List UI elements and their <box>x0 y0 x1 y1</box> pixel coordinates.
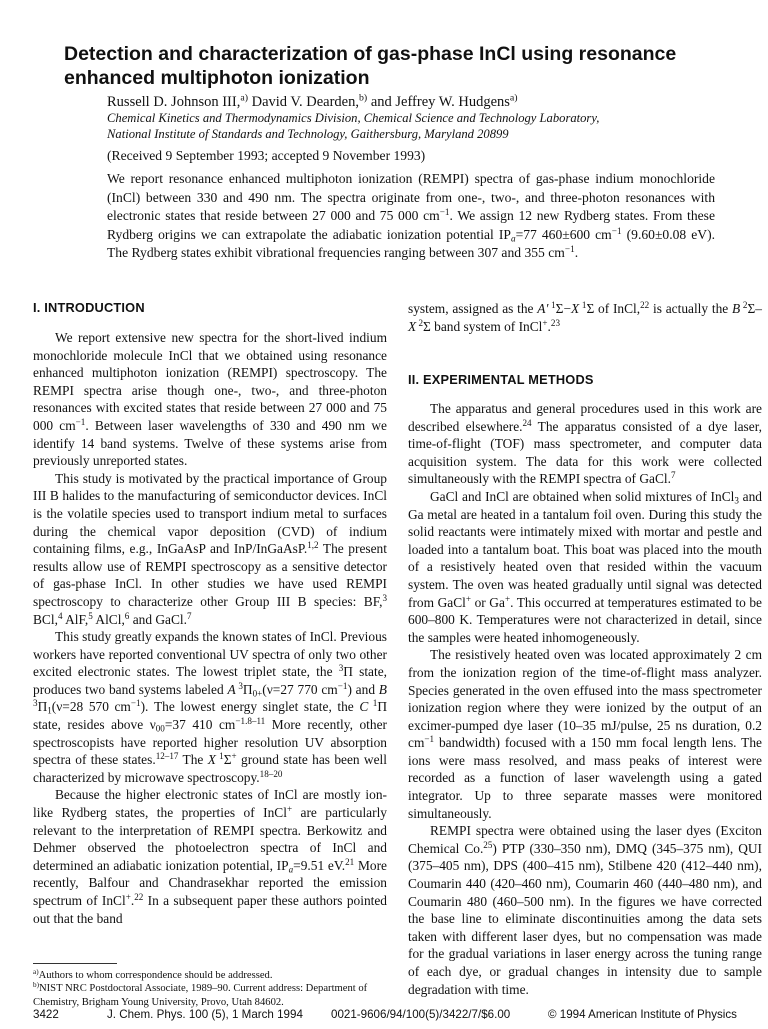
affiliation-line: National Institute of Standards and Technology, Gaithersburg, Maryland 20899 <box>107 127 509 141</box>
affiliation-line: Chemical Kinetics and Thermodynamics Division, Chemical Science and Technology Laboratory, <box>107 111 600 125</box>
section-heading-methods: II. EXPERIMENTAL METHODS <box>408 372 594 387</box>
affiliation <box>107 110 727 142</box>
author-hudgens: and Jeffrey W. Hudgens <box>367 94 510 110</box>
left-column <box>33 329 387 927</box>
article-title: Detection and characterization of gas-phase InCl using resonance enhanced multiphoton ionization <box>64 43 677 89</box>
intro-paragraph: Because the higher electronic states of InCl are mostly ion-like Rydberg states, the properties of InCl+ are particularly relevant to the interpretation of REMPI spectra. Berkowitz and Dehmer observed the photoelectron spectra of InCl and determined an adiabatic ionization potential, $IP_a=9.51$ eV.$^{21}$ More recently, Balfour and Chandrasekhar reported the emission spectrum of InCl+.$^{22}$ In a subsequent paper these authors pointed out that the band <box>33 787 388 926</box>
footnote-divider <box>33 963 117 964</box>
footnote-b: $^{b)}$NIST NRC Postdoctoral Associate, 1989–90. Current address: Department of Chemistry, Brigham Young University, Provo, Utah 84602. <box>33 981 368 1008</box>
methods-paragraph: GaCl and InCl are obtained when solid mixtures of InCl$_3$ and Ga metal are heated in a tantalum foil oven. During this study the solid reactants were intimately mixed with mortar and pestle and loaded into a tantalum boat. This boat was placed into the mouth of a resistively heated oven that resided within the vacuum system. The oven was heated gradually until signal was detected from GaCl+ or Ga+. This occurred at temperatures estimated to be 600–800 K. Temperatures were not characterized in detail, since the samples were heated inhomogeneously. <box>408 488 762 645</box>
author-list <box>107 93 518 111</box>
methods-paragraph: The resistively heated oven was located approximately 2 cm from the ionization region of the time-of-flight mass analyzer. Species generated in the oven effused into the mass spectrometer ionization region where they were ionized by the output of an excimer-pumped dye laser (10–35 mJ/pulse, 25 ns duration, 0.2 $cm^{-1}$ bandwidth) focused with a 150 mm focal length lens. The ions were mass resolved, and mass peaks of interest were recorded as a function of laser wavelength using a gated integrator. Up to three separate masses were monitored simultaneously. <box>408 647 762 821</box>
intro-paragraph: This study is motivated by the practical importance of Group III B halides to the manufacturing of semiconductor devices. InCl is the volatile species used to transport indium metal to surfaces during the chemical vapor deposition (CVD) of indium containing films, e.g., InGaAsP and InP/InGaAsP.$^{1,2}$ The present results allow use of REMPI spectroscopy as a sensitive detector of gas-phase InCl. In other studies we have used REMPI spectroscopy to characterize other Group III B species: BF,$^3$ BCl,$^4$ AlF,$^5$ AlCl,$^6$ and GaCl.$^7$ <box>33 470 387 627</box>
author-johnson: Russell D. Johnson III, <box>107 94 241 110</box>
intro-continuation-paragraph: system, assigned as the A′ $^1$Σ−X $^1$Σ of InCl,$^{22}$ is actually the B $^2$Σ–X $^2$Σ band system of InCl+.$^{23}$ <box>408 300 762 334</box>
author-mark: b) <box>359 92 368 104</box>
right-column <box>408 400 762 998</box>
abstract: We report resonance enhanced multiphoton ionization (REMPI) spectra of gas-phase indium monochloride (InCl) between 330 and 490 nm. The spectra originate from one-, two-, and three-photon resonances with electronic states that reside between 27 000 and 75 000 $cm^{-1}$. We assign 12 new Rydberg states. From these Rydberg origins we can extrapolate the adiabatic ionization potential $IP_a=77$ 460±600 $cm^{-1}$ (9.60±0.08 eV). The Rydberg states exhibit vibrational frequencies ranging between 307 and 355 $cm^{-1}$. <box>107 171 716 261</box>
section-heading-introduction: I. INTRODUCTION <box>33 300 145 315</box>
copyright: © 1994 American Institute of Physics <box>548 1008 737 1021</box>
methods-paragraph: The apparatus and general procedures used in this work are described elsewhere.$^{24}$ The apparatus consisted of a dye laser, time-of-flight (TOF) mass spectrometer, and computer data acquisition system. The data for this work were collected simultaneously with the REMPI spectra of GaCl.$^7$ <box>408 401 762 487</box>
received-dates: (Received 9 September 1993; accepted 9 November 1993) <box>107 148 426 163</box>
page-number: 3422 <box>33 1008 59 1021</box>
journal-citation: J. Chem. Phys. 100 (5), 1 March 1994 <box>107 1008 303 1021</box>
methods-paragraph: REMPI spectra were obtained using the laser dyes (Exciton Chemical Co.$^{25}$) PTP (330–350 nm), DMQ (345–375 nm), QUI (375–405 nm), DPS (400–415 nm), Stilbene 420 (412–440 nm), Coumarin 440 (420–460 nm), Coumarin 460 (440–480 nm), and Coumarin 480 (460–500 nm). In the figures we have corrected the base line to eliminate discontinuities among the data sets taken with different laser dyes, but no compensation was made for the gradual variations in laser energy across the tuning range of each dye, or gradual changes in intensity due to sample degradation with time. <box>408 823 762 997</box>
intro-paragraph: This study greatly expands the known states of InCl. Previous workers have reported conventional UV spectra of only two other excited electronic states. The lowest triplet state, the $^3$Π state, produces two band systems labeled A $^3\Pi_{0+}(\nu=27$ 770 $cm^{-1}$) and B $^3\Pi_1(\nu=28$ 570 $cm^{-1}$). The lowest energy singlet state, the C $^1$Π state, resides above $\nu_{00}=37$ 410 $cm^{-1.8-11}$ More recently, other spectroscopists have reported higher resolution UV absorption spectra of these states.$^{12-17}$ The X $^1$Σ+ ground state has been well characterized by microwave spectroscopy.$^{18-20}$ <box>33 629 387 785</box>
author-mark: a) <box>509 92 518 104</box>
author-dearden: David V. Dearden, <box>247 94 359 110</box>
footnote-a: $^{a)}$Authors to whom correspondence should be addressed. <box>33 968 273 981</box>
article-code: 0021-9606/94/100(5)/3422/7/$6.00 <box>331 1008 511 1021</box>
author-mark: a) <box>240 92 248 104</box>
intro-paragraph: We report extensive new spectra for the short-lived indium monochloride molecule InCl that we obtained using resonance enhanced multiphoton ionization (REMPI) spectroscopy. The REMPI spectra arise though one-, two-, and three-photon resonances with excited states that reside between 27 000 and 75 000 $cm^{-1}$. Between laser wavelengths of 330 and 490 nm we identify 14 band systems. Twelve of these systems arise from previously unreported states. <box>33 330 387 469</box>
right-column-top <box>408 300 762 335</box>
